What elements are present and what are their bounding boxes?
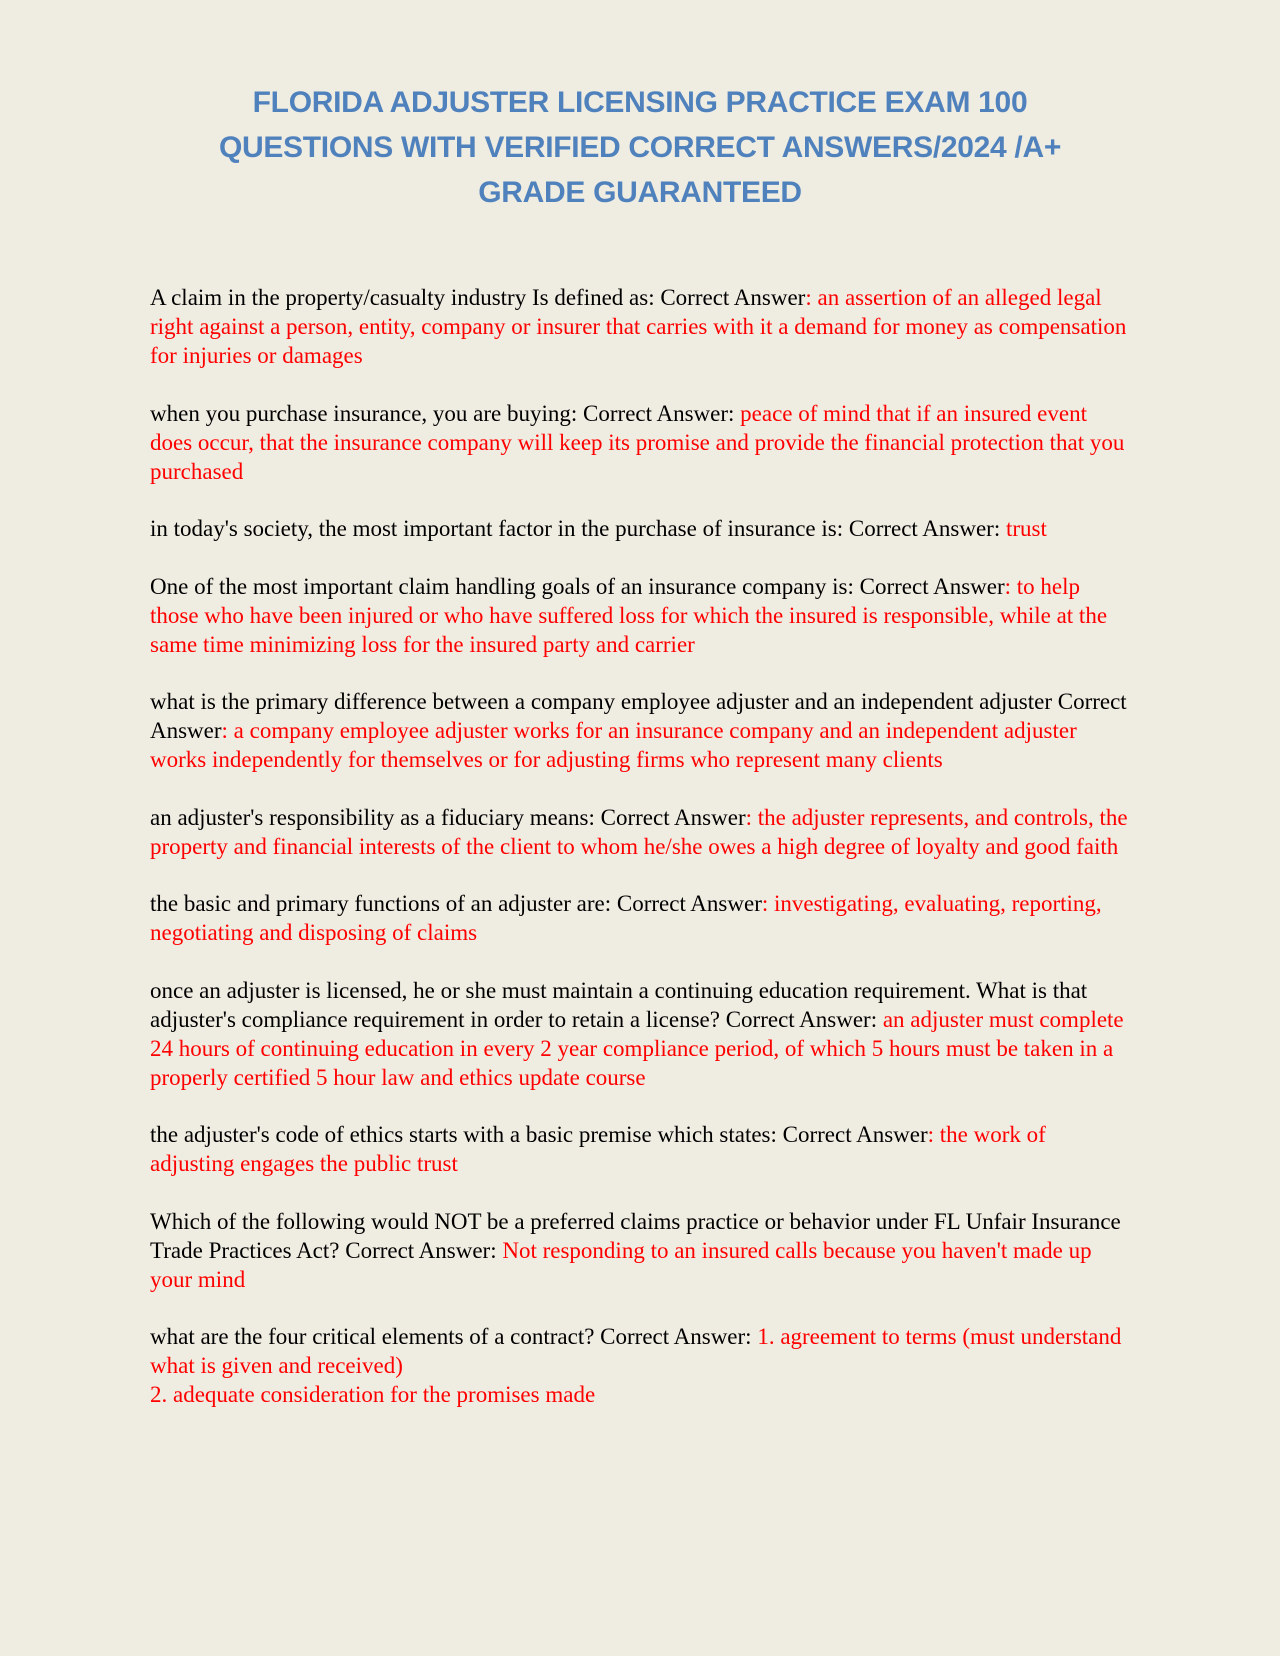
title-line-1: FLORIDA ADJUSTER LICENSING PRACTICE EXAM 100 [252,86,1028,119]
question-text: once an adjuster is licensed, he or she must maintain a continuing education requirement. What is that adjuster's compliance requirement in order to retain a license? Correct Answer: [150,977,1088,1032]
document-title [150,80,1130,215]
question-text: A claim in the property/casualty industry Is defined as: Correct Answer [150,285,806,310]
answer-continuation: 2. adequate consideration for the promises made [150,1382,596,1407]
answer-text: trust [1006,516,1047,541]
question-text: what is the primary difference between a company employee adjuster and an independent adjuster Correct Answer [150,689,1127,743]
qa-item-10 [150,1207,1130,1294]
question-text: the adjuster's code of ethics starts with a basic premise which states: Correct Answer [150,1122,928,1147]
answer-text: 1. agreement to terms (must understand what is given and received) [150,1324,1122,1378]
answer-text: : a company employee adjuster works for an insurance company and an independent adjuster works independently for themselves or for adjusting firms who represent many clients [150,718,1077,772]
qa-item-3 [150,514,1130,543]
answer-text: : to help those who have been injured or who have suffered loss for which the insured is responsible, while at the same time minimizing loss for the insured party and carrier [150,573,1108,657]
answer-text: : an assertion of an alleged legal right against a person, entity, company or insurer that carries with it a demand for money as compensation for injuries or damages [150,285,1127,368]
qa-item-7 [150,889,1130,947]
question-text: when you purchase insurance, you are buying: Correct Answer: [150,400,741,426]
answer-text: : investigating, evaluating, reporting, negotiating and disposing of claims [150,891,1102,945]
answer-text: : the work of adjusting engages the public trust [150,1122,1046,1176]
question-text: what are the four critical elements of a contract? Correct Answer: [150,1324,758,1349]
qa-item-6 [150,803,1130,861]
answer-text: Not responding to an insured calls because you haven't made up your mind [150,1237,1092,1292]
title-line-2: QUESTIONS WITH VERIFIED CORRECT ANSWERS/2024 /A+ [218,131,1062,164]
qa-item-2 [150,399,1130,486]
question-text: One of the most important claim handling goals of an insurance company is: Correct Answer [150,573,1005,599]
qa-item-1 [150,283,1130,370]
qa-list [150,283,1130,1438]
answer-text: : the adjuster represents, and controls, the property and financial interests of the client to whom he/she owes a high degree of loyalty and good faith [150,804,1128,859]
qa-item-8 [150,976,1130,1092]
answer-text: peace of mind that if an insured event does occur, that the insurance company will keep its promise and provide the financial protection that you purchased [150,400,1125,484]
title-line-3: GRADE GUARANTEED [478,176,802,209]
question-text: an adjuster's responsibility as a fiduciary means: Correct Answer [150,804,746,830]
qa-item-9 [150,1120,1130,1178]
qa-item-5 [150,687,1130,774]
question-text: Which of the following would NOT be a preferred claims practice or behavior under FL Unfair Insurance Trade Practices Act? Correct Answer: [150,1208,1121,1263]
question-text: the basic and primary functions of an adjuster are: Correct Answer [150,891,762,916]
answer-text: an adjuster must complete 24 hours of continuing education in every 2 year compliance period, of which 5 hours must be taken in a properly certified 5 hour law and ethics update course [150,1006,1124,1090]
question-text: in today's society, the most important factor in the purchase of insurance is: Correct Answer: [150,516,1006,541]
qa-item-11 [150,1322,1130,1409]
qa-item-4 [150,572,1130,659]
